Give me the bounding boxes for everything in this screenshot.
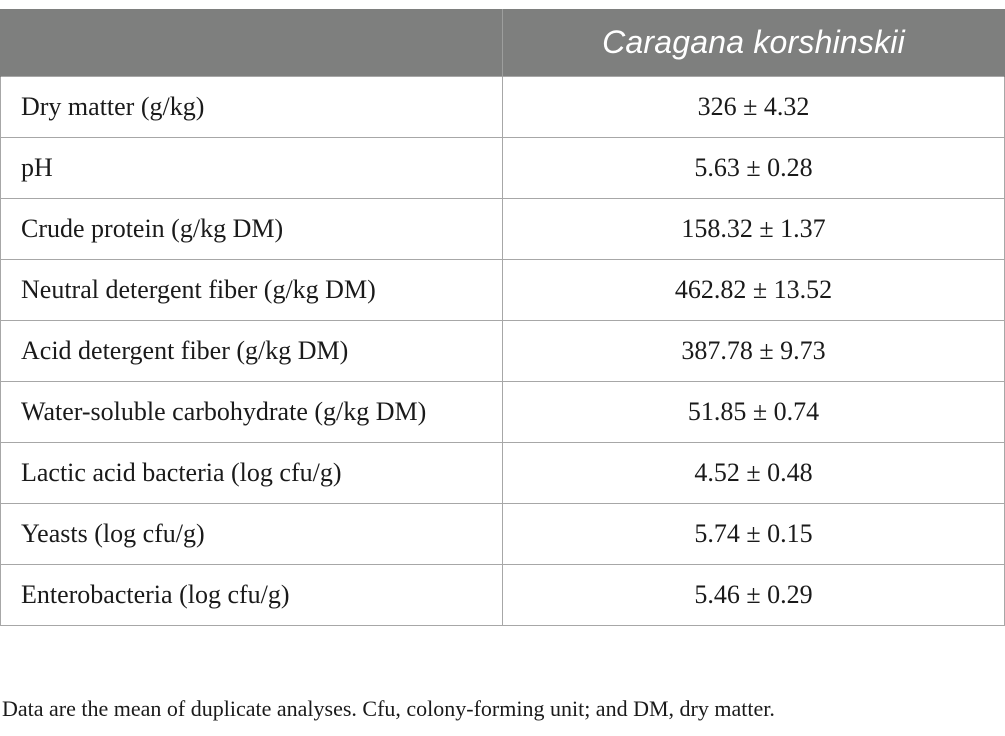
row-label: Water-soluble carbohydrate (g/kg DM) (1, 382, 503, 443)
header-row (1, 9, 1005, 77)
table-row (1, 138, 1005, 199)
row-label: Dry matter (g/kg) (1, 77, 503, 138)
row-value: 4.52 ± 0.48 (503, 443, 1005, 504)
row-value: 5.74 ± 0.15 (503, 504, 1005, 565)
row-label: Enterobacteria (log cfu/g) (1, 565, 503, 626)
table-header (1, 9, 1005, 77)
row-value: 387.78 ± 9.73 (503, 321, 1005, 382)
table-row (1, 199, 1005, 260)
table-body (1, 77, 1005, 626)
table-row (1, 382, 1005, 443)
composition-table (0, 9, 1005, 626)
composition-table-container (0, 9, 1004, 626)
header-cell-item (1, 9, 503, 77)
table-row (1, 77, 1005, 138)
header-cell-species: Caragana korshinskii (503, 9, 1005, 77)
table-row (1, 443, 1005, 504)
table-row (1, 260, 1005, 321)
row-label: Acid detergent fiber (g/kg DM) (1, 321, 503, 382)
row-value: 5.63 ± 0.28 (503, 138, 1005, 199)
row-label: Lactic acid bacteria (log cfu/g) (1, 443, 503, 504)
row-label: Crude protein (g/kg DM) (1, 199, 503, 260)
row-value: 462.82 ± 13.52 (503, 260, 1005, 321)
row-label: Neutral detergent fiber (g/kg DM) (1, 260, 503, 321)
table-row (1, 504, 1005, 565)
table-footnote: Data are the mean of duplicate analyses. Cfu, colony-forming unit; and DM, dry matter. (2, 696, 775, 721)
row-label: pH (1, 138, 503, 199)
row-value: 158.32 ± 1.37 (503, 199, 1005, 260)
row-label: Yeasts (log cfu/g) (1, 504, 503, 565)
row-value: 51.85 ± 0.74 (503, 382, 1005, 443)
row-value: 326 ± 4.32 (503, 77, 1005, 138)
table-row (1, 565, 1005, 626)
table-row (1, 321, 1005, 382)
row-value: 5.46 ± 0.29 (503, 565, 1005, 626)
